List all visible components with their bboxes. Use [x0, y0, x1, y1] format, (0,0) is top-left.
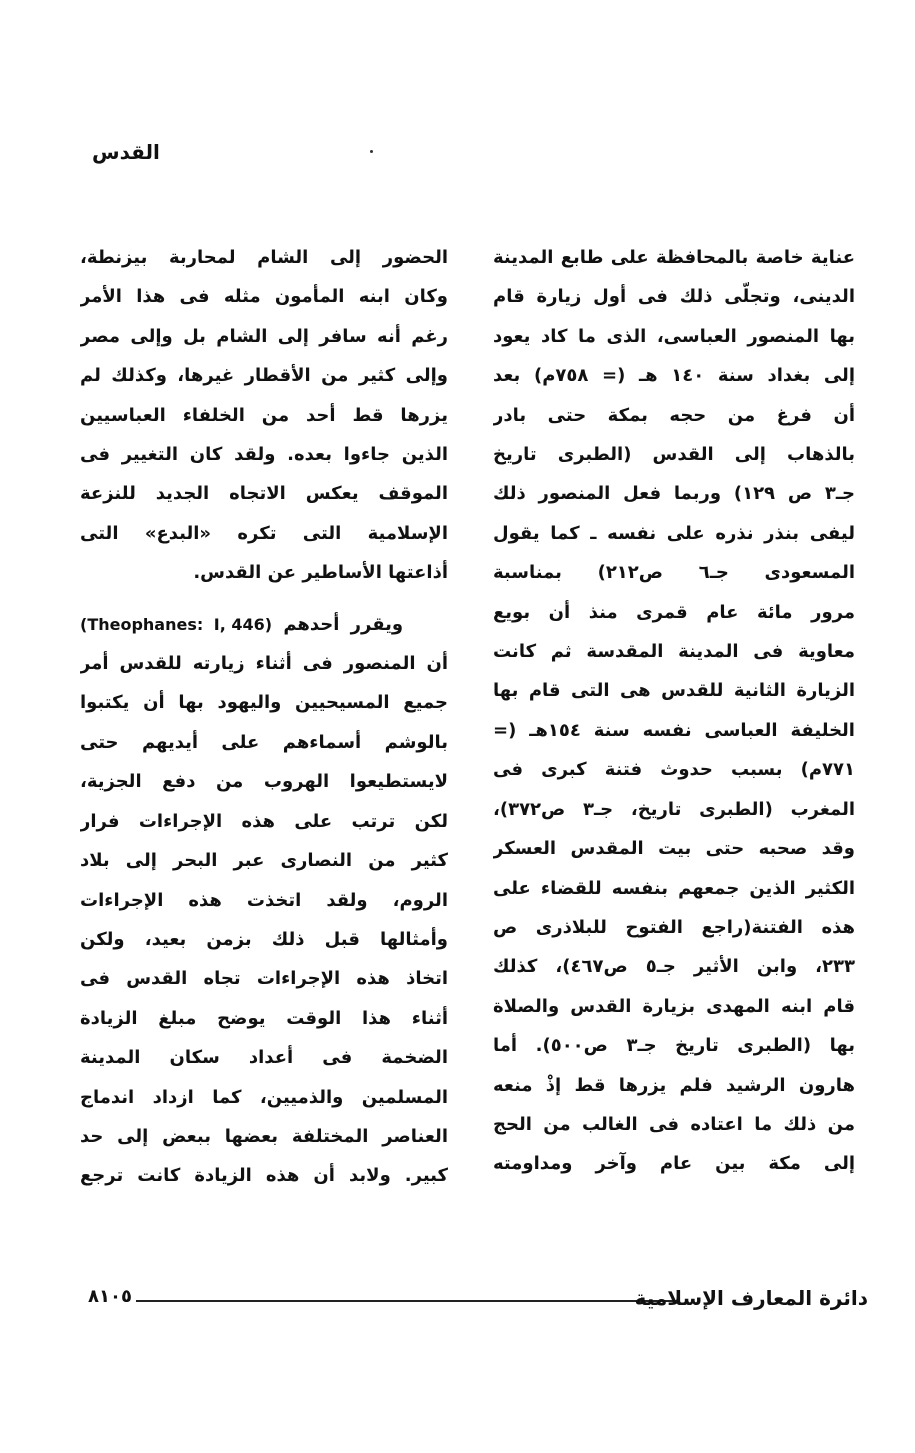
text-line-with-citation: [80, 605, 448, 644]
text-line: رغم أنه سافر إلى الشام بل وإلى مصر: [80, 325, 448, 347]
text-line: وكان ابنه المأمون مثله فى هذا الأمر: [80, 286, 448, 308]
text-line: إلى بغداد سنة ١٤٠ هـ (= ٧٥٨م) بعد: [493, 365, 855, 387]
text-line: الزيارة الثانية للقدس هى التى قام بها: [493, 680, 855, 702]
text-line: المسلمين والذميين، كما ازداد اندماج: [80, 1086, 448, 1108]
text-line: الإسلامية التى تكره «البدع» التى: [80, 522, 448, 544]
text-line: الحضور إلى الشام لمحاربة بيزنطة،: [80, 247, 448, 268]
footer-rule: [136, 1300, 676, 1302]
text-line: عناية خاصة بالمحافظة على طابع المدينة: [493, 247, 855, 268]
text-line: بالذهاب إلى القدس (الطبرى تاريخ: [493, 444, 855, 466]
text-line: ليفى بنذر نذره على نفسه ـ كما يقول: [493, 522, 855, 544]
right-column: [493, 238, 855, 1184]
text-line: أذاعتها الأساطير عن القدس.: [193, 562, 448, 584]
page-number: ٨١٠٥: [88, 1286, 132, 1307]
text-line: وقد صحبه حتى بيت المقدس العسكر: [493, 838, 855, 860]
text-line: هذه الفتنة(راجع الفتوح للبلاذرى ص: [493, 916, 855, 938]
text-line: أن المنصور فى أثناء زيارته للقدس أمر: [80, 653, 448, 675]
text-line: من ذلك ما اعتاده فى الغالب من الحج: [493, 1113, 855, 1135]
text-line: كبير. ولابد أن هذه الزيادة كانت ترجع: [80, 1165, 448, 1187]
text-line: الروم، ولقد اتخذت هذه الإجراءات: [80, 889, 448, 911]
text-line: الموقف يعكس الاتجاه الجديد للنزعة: [80, 483, 448, 505]
text-line: جـ٣ ص ١٢٩) وربما فعل المنصور ذلك: [493, 483, 855, 505]
text-line: الكثير الذين جمعهم بنفسه للقضاء على: [493, 877, 855, 899]
running-title: القدس: [92, 140, 160, 164]
text-line: مرور مائة عام قمرى منذ أن بويع: [493, 601, 855, 623]
text-line: هارون الرشيد فلم يزرها قط إذْ منعه: [493, 1074, 855, 1096]
text-line: لكن ترتب على هذه الإجراءات فرار: [80, 810, 448, 832]
paragraph-opening: ويقرر أحدهم: [283, 613, 404, 635]
left-column: [80, 238, 448, 1196]
paragraph-gap: [80, 593, 448, 605]
text-line: ٧٧١م) بسبب حدوث فتنة كبرى فى: [493, 759, 855, 781]
text-line: إلى مكة بين عام وآخر ومداومته: [493, 1153, 855, 1175]
text-line: وأمثالها قبل ذلك بزمن بعيد، ولكن: [80, 928, 448, 950]
text-line: اتخاذ هذه الإجراءات تجاه القدس فى: [80, 968, 448, 990]
text-line: معاوية فى المدينة المقدسة ثم كانت: [493, 641, 855, 663]
text-line: الذين جاءوا بعده. ولقد كان التغيير فى: [80, 444, 448, 466]
text-line: وإلى كثير من الأقطار غيرها، وكذلك لم: [80, 365, 448, 387]
text-line: أثناء هذا الوقت يوضح مبلغ الزيادة: [80, 1007, 448, 1029]
text-line: يزرها قط أحد من الخلفاء العباسيين: [80, 404, 448, 426]
text-line: الضخمة فى أعداد سكان المدينة: [80, 1047, 448, 1069]
text-line: ٢٣٣، وابن الأثير جـ٥ ص٤٦٧)، كذلك: [493, 956, 855, 978]
text-line: المسعودى جـ٦ ص٢١٢) بمناسبة: [493, 562, 855, 584]
page-footer: [88, 1286, 868, 1326]
text-line: بها (الطبرى تاريخ جـ٣ ص٥٠٠). أما: [493, 1035, 855, 1057]
publication-title: دائرة المعارف الإسلامية: [634, 1286, 868, 1310]
text-line: لايستطيعوا الهروب من دفع الجزية،: [80, 771, 448, 793]
text-line: كثير من النصارى عبر البحر إلى بلاد: [80, 850, 448, 872]
text-line: أن فرغ من حجه بمكة حتى بادر: [493, 404, 855, 426]
text-line: المغرب (الطبرى تاريخ، جـ٣ ص٣٧٢)،: [493, 798, 855, 820]
text-line: العناصر المختلفة بعضها ببعض إلى حد: [80, 1125, 448, 1147]
text-line: الخليفة العباسى نفسه سنة ١٥٤هـ (=: [493, 719, 855, 741]
text-line: قام ابنه المهدى بزيارة القدس والصلاة: [493, 995, 855, 1017]
text-line: جميع المسيحيين واليهود بها أن يكتبوا: [80, 692, 448, 714]
text-line: بالوشم أسماءهم على أيديهم حتى: [80, 731, 448, 753]
text-line: بها المنصور العباسى، الذى ما كاد يعود: [493, 325, 855, 347]
citation: (Theophanes: I, 446): [80, 614, 273, 634]
scan-speck: [370, 150, 373, 153]
text-line: الدينى، وتجلّى ذلك فى أول زيارة قام: [493, 286, 855, 308]
